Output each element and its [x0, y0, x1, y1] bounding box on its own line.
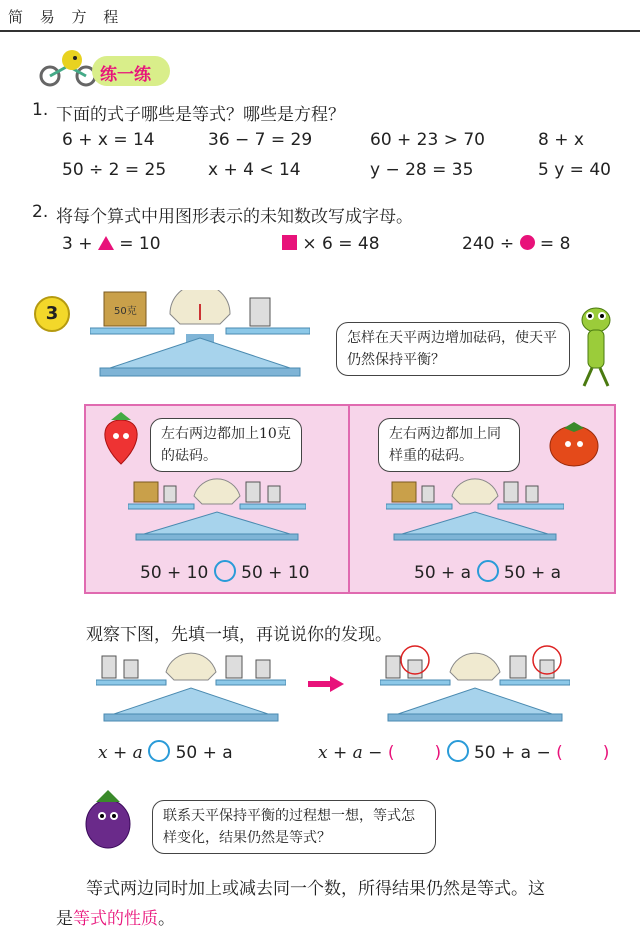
eggplant-bubble: 联系天平保持平衡的过程想一想，等式怎样变化，结果仍然是等式？: [152, 800, 436, 854]
q1-expr-4: 8 + x: [538, 130, 584, 150]
q1-expr-6: x + 4 < 14: [208, 160, 301, 180]
tomato-mascot-icon: [546, 416, 602, 470]
balance-scale-before-icon: [96, 650, 286, 726]
balance-scale-after-icon: [380, 640, 570, 726]
q1-expr-7: y − 28 = 35: [370, 160, 474, 180]
left-panel-bubble: 左右两边都加上10克的砝码。: [150, 418, 302, 472]
answer-circle[interactable]: [214, 560, 236, 582]
strawberry-mascot-icon: [96, 412, 146, 468]
right-panel-equation: 50 + a 50 + a: [414, 560, 561, 583]
property-term: 等式的性质: [73, 909, 158, 929]
balance-scale-left-icon: [128, 476, 306, 546]
answer-circle[interactable]: [447, 740, 469, 762]
arrow-right-icon: [308, 676, 344, 692]
grasshopper-mascot-icon: [566, 300, 626, 388]
q2-number: 2.: [32, 202, 49, 222]
observe-instruction: 观察下图，先填一填，再说说你的发现。: [86, 625, 392, 645]
page-header: 简 易 方 程: [8, 8, 125, 26]
right-panel-bubble: 左右两边都加上同样重的砝码。: [378, 418, 520, 472]
q2-text: 将每个算式中用图形表示的未知数改写成字母。: [56, 207, 413, 227]
answer-circle[interactable]: [148, 740, 170, 762]
svg-text:50克: 50克: [114, 306, 137, 317]
example-number: 3: [34, 296, 70, 332]
conclusion-line-1: 等式两边同时加上或减去同一个数，所得结果仍然是等式。这: [86, 879, 545, 899]
q1-text: 下面的式子哪些是等式？哪些是方程？: [56, 105, 345, 125]
q2-equation-1: 3 + = 10: [62, 234, 161, 254]
q1-expr-1: 6 + x = 14: [62, 130, 155, 150]
header-divider: [0, 30, 640, 32]
q2-equation-3: 240 ÷ = 8: [462, 234, 571, 254]
before-equation: x + a 50 + a: [98, 740, 233, 763]
square-icon: [282, 235, 297, 250]
after-equation: x + a − ( ) 50 + a − ( ): [318, 740, 609, 763]
q1-number: 1.: [32, 100, 49, 120]
q1-expr-5: 50 ÷ 2 = 25: [62, 160, 167, 180]
q1-expr-3: 60 + 23 > 70: [370, 130, 485, 150]
eggplant-mascot-icon: [74, 780, 140, 850]
q2-equation-2: × 6 = 48: [282, 234, 380, 254]
balance-scale-main-icon: [90, 290, 310, 382]
conclusion-line-2: 是等式的性质。: [56, 909, 175, 929]
practice-badge: 练一练: [100, 65, 151, 85]
left-panel-equation: 50 + 10 50 + 10: [140, 560, 309, 583]
circle-icon: [520, 235, 535, 250]
q1-expr-8: 5 y = 40: [538, 160, 611, 180]
answer-circle[interactable]: [477, 560, 499, 582]
question-bubble: 怎样在天平两边增加砝码，使天平仍然保持平衡？: [336, 322, 570, 376]
q1-expr-2: 36 − 7 = 29: [208, 130, 313, 150]
balance-scale-right-icon: [386, 476, 564, 546]
triangle-icon: [98, 236, 114, 250]
